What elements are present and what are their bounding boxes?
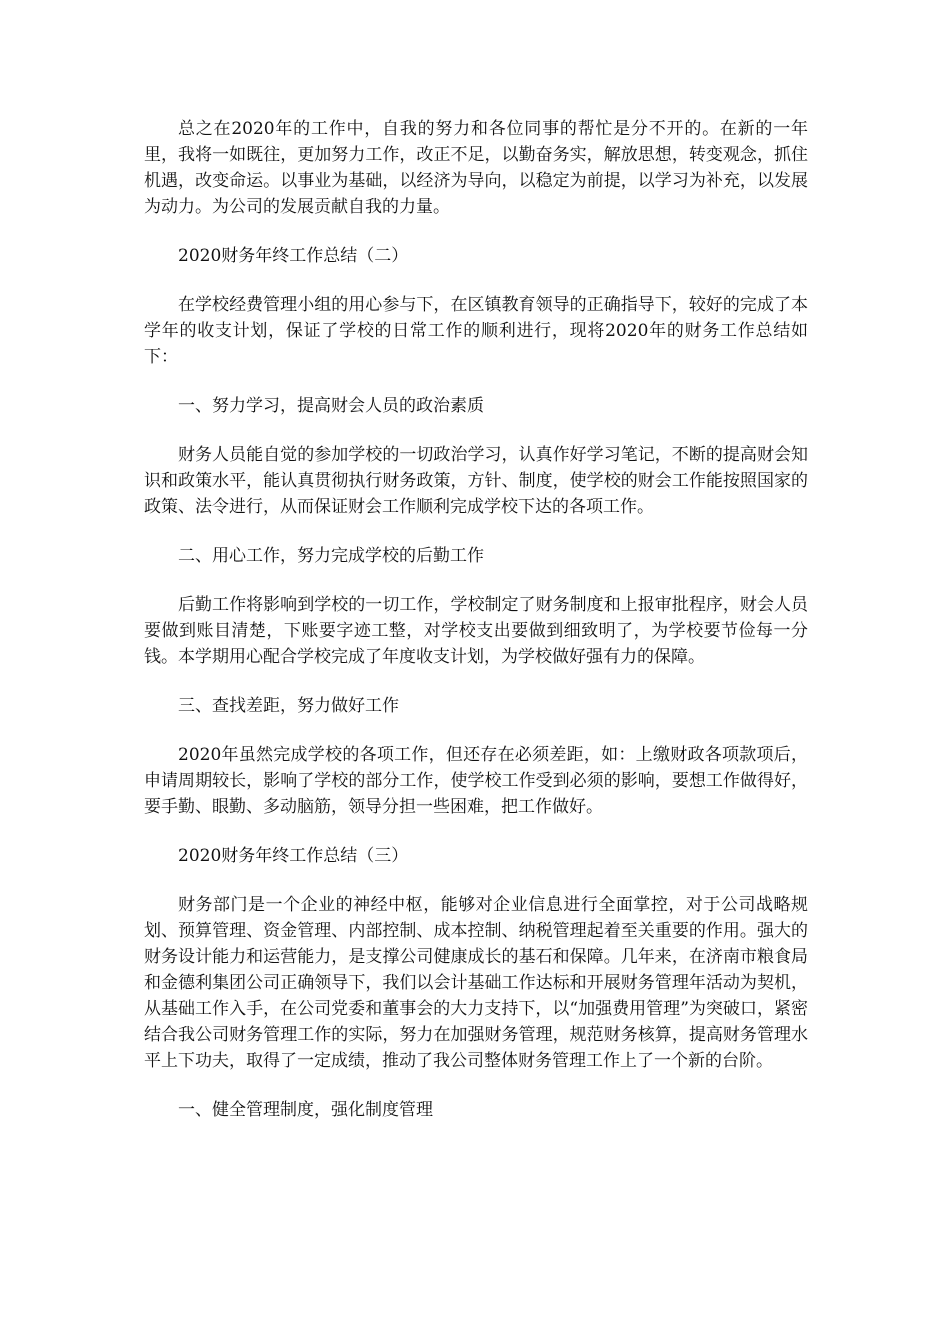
paragraph: 后勤工作将影响到学校的一切工作，学校制定了财务制度和上报审批程序，财会人员要做到账目清楚，下账要字迹工整，对学校支出要做到细致明了，为学校要节俭每一分钱。本学期用心配合学校完成了年度收支计划，为学校做好强有力的保障。	[144, 595, 808, 667]
section-heading: 一、努力学习，提高财会人员的政治素质	[178, 396, 484, 416]
section-heading: 二、用心工作，努力完成学校的后勤工作	[178, 546, 484, 566]
section-heading: 三、查找差距，努力做好工作	[178, 696, 399, 716]
paragraph: 财务部门是一个企业的神经中枢，能够对企业信息进行全面掌控，对于公司战略规划、预算管理、资金管理、内部控制、成本控制、纳税管理起着至关重要的作用。强大的财务设计能力和运营能力，是支撑公司健康成长的基石和保障。几年来，在济南市粮食局和金德利集团公司正确领导下，我们以会计基础工作达标和开展财务管理年活动为契机，从基础工作入手，在公司党委和董事会的大力支持下，以“加强费用管理”为突破口，紧密结合我公司财务管理工作的实际，努力在加强财务管理，规范财务核算，提高财务管理水平上下功夫，取得了一定成绩，推动了我公司整体财务管理工作上了一个新的台阶。	[144, 895, 808, 1071]
paragraph: 在学校经费管理小组的用心参与下，在区镇教育领导的正确指导下，较好的完成了本学年的收支计划，保证了学校的日常工作的顺利进行，现将2020年的财务工作总结如下：	[144, 295, 808, 367]
document-page	[144, 116, 808, 1146]
paragraph: 总之在2020年的工作中，自我的努力和各位同事的帮忙是分不开的。在新的一年里，我将一如既往，更加努力工作，改正不足，以勤奋务实，解放思想，转变观念，抓住机遇，改变命运。以事业为基础，以经济为导向，以稳定为前提，以学习为补充，以发展为动力。为公司的发展贡献自我的力量。	[144, 119, 808, 217]
section-heading: 2020财务年终工作总结（二）	[178, 246, 409, 266]
section-heading: 一、健全管理制度，强化制度管理	[178, 1100, 433, 1120]
section-heading: 2020财务年终工作总结（三）	[178, 846, 409, 866]
paragraph: 2020年虽然完成学校的各项工作，但还存在必须差距，如：上缴财政各项款项后，申请周期较长，影响了学校的部分工作，使学校工作受到必须的影响，要想工作做得好，要手勤、眼勤、多动脑筋，领导分担一些困难，把工作做好。	[144, 745, 808, 817]
paragraph: 财务人员能自觉的参加学校的一切政治学习，认真作好学习笔记，不断的提高财会知识和政策水平，能认真贯彻执行财务政策，方针、制度，使学校的财会工作能按照国家的政策、法令进行，从而保证财会工作顺利完成学校下达的各项工作。	[144, 445, 808, 517]
